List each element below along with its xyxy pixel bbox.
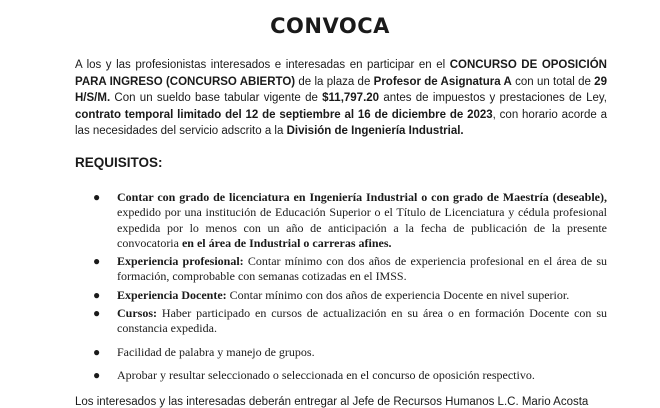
intro-salary: $11,797.20 bbox=[322, 92, 380, 104]
intro-text-2: de la plaza de bbox=[295, 75, 374, 88]
requirement-text: Aprobar y resultar seleccionado o seleccionada en el concurso de oposición respectivo. bbox=[117, 367, 535, 382]
bullet-icon: ● bbox=[93, 287, 101, 302]
requirement-bold: Cursos: bbox=[117, 306, 158, 321]
intro-text-3: con un total de bbox=[511, 75, 595, 88]
intro-division: División de Ingeniería Industrial. bbox=[286, 125, 464, 137]
bullet-icon: ● bbox=[93, 190, 101, 204]
list-item bbox=[93, 287, 607, 303]
requirement-bold: Contar con grado de licenciatura en Ingeniería Industrial o con grado de Maestría (deseable), bbox=[117, 190, 607, 204]
bullet-icon: ● bbox=[93, 306, 101, 321]
intro-text-5: antes de impuestos y prestaciones de Ley, bbox=[379, 92, 607, 104]
requirement-text: Haber participado en cursos de actualización en su área o en formación Docente con su constancia expedida. bbox=[117, 306, 607, 336]
intro-text-6: , con horario acorde a las necesidades del servicio adscrito a la bbox=[75, 108, 607, 137]
requirements-list bbox=[93, 190, 607, 383]
intro-contest-name: CONCURSO DE OPOSICIÓN PARA INGRESO (CONCURSO ABIERTO) bbox=[75, 59, 607, 88]
list-item bbox=[93, 254, 607, 285]
list-item bbox=[93, 190, 607, 251]
bullet-icon: ● bbox=[93, 344, 101, 359]
requirements-heading: REQUISITOS: bbox=[75, 155, 163, 170]
bullet-icon: ● bbox=[93, 254, 101, 269]
intro-hours: 29 H/S/M. bbox=[75, 75, 607, 104]
list-item bbox=[93, 306, 607, 337]
requirement-bold: Experiencia Docente: bbox=[117, 287, 227, 302]
list-item bbox=[93, 367, 607, 383]
intro-text-1: A los y las profesionistas interesados e interesadas en participar en el bbox=[75, 59, 450, 71]
bullet-icon: ● bbox=[93, 367, 101, 382]
requirement-text: Contar mínimo con dos años de experiencia Docente en nivel superior. bbox=[226, 287, 570, 302]
footer-paragraph: Los interesados y las interesadas deberán entregar al Jefe de Recursos Humanos L.C. Mario Acosta bbox=[75, 396, 589, 408]
requirement-bold-2: en el área de Industrial o carreras afines. bbox=[181, 235, 392, 250]
list-item bbox=[93, 344, 607, 360]
intro-contract-period: contrato temporal limitado del 12 de septiembre al 16 de diciembre de 2023 bbox=[75, 108, 493, 121]
intro-text-4: Con un sueldo base tabular vigente de bbox=[110, 92, 323, 104]
requirement-text: Facilidad de palabra y manejo de grupos. bbox=[117, 344, 315, 359]
requirement-text: expedido por una institución de Educación Superior o el Título de Licenciatura y cédula profesional expedida por lo menos con un año de anticipación a la fecha de publicación de la presente convocatoria bbox=[117, 205, 607, 250]
intro-position: Profesor de Asignatura A bbox=[373, 75, 512, 88]
intro-paragraph bbox=[75, 57, 607, 140]
requirement-bold: Experiencia profesional: bbox=[117, 254, 244, 269]
requirement-text: Contar mínimo con dos años de experiencia profesional en el área de su formación, comprobable con semanas cotizadas en el IMSS. bbox=[117, 254, 607, 284]
page-title: CONVOCA bbox=[270, 14, 390, 38]
